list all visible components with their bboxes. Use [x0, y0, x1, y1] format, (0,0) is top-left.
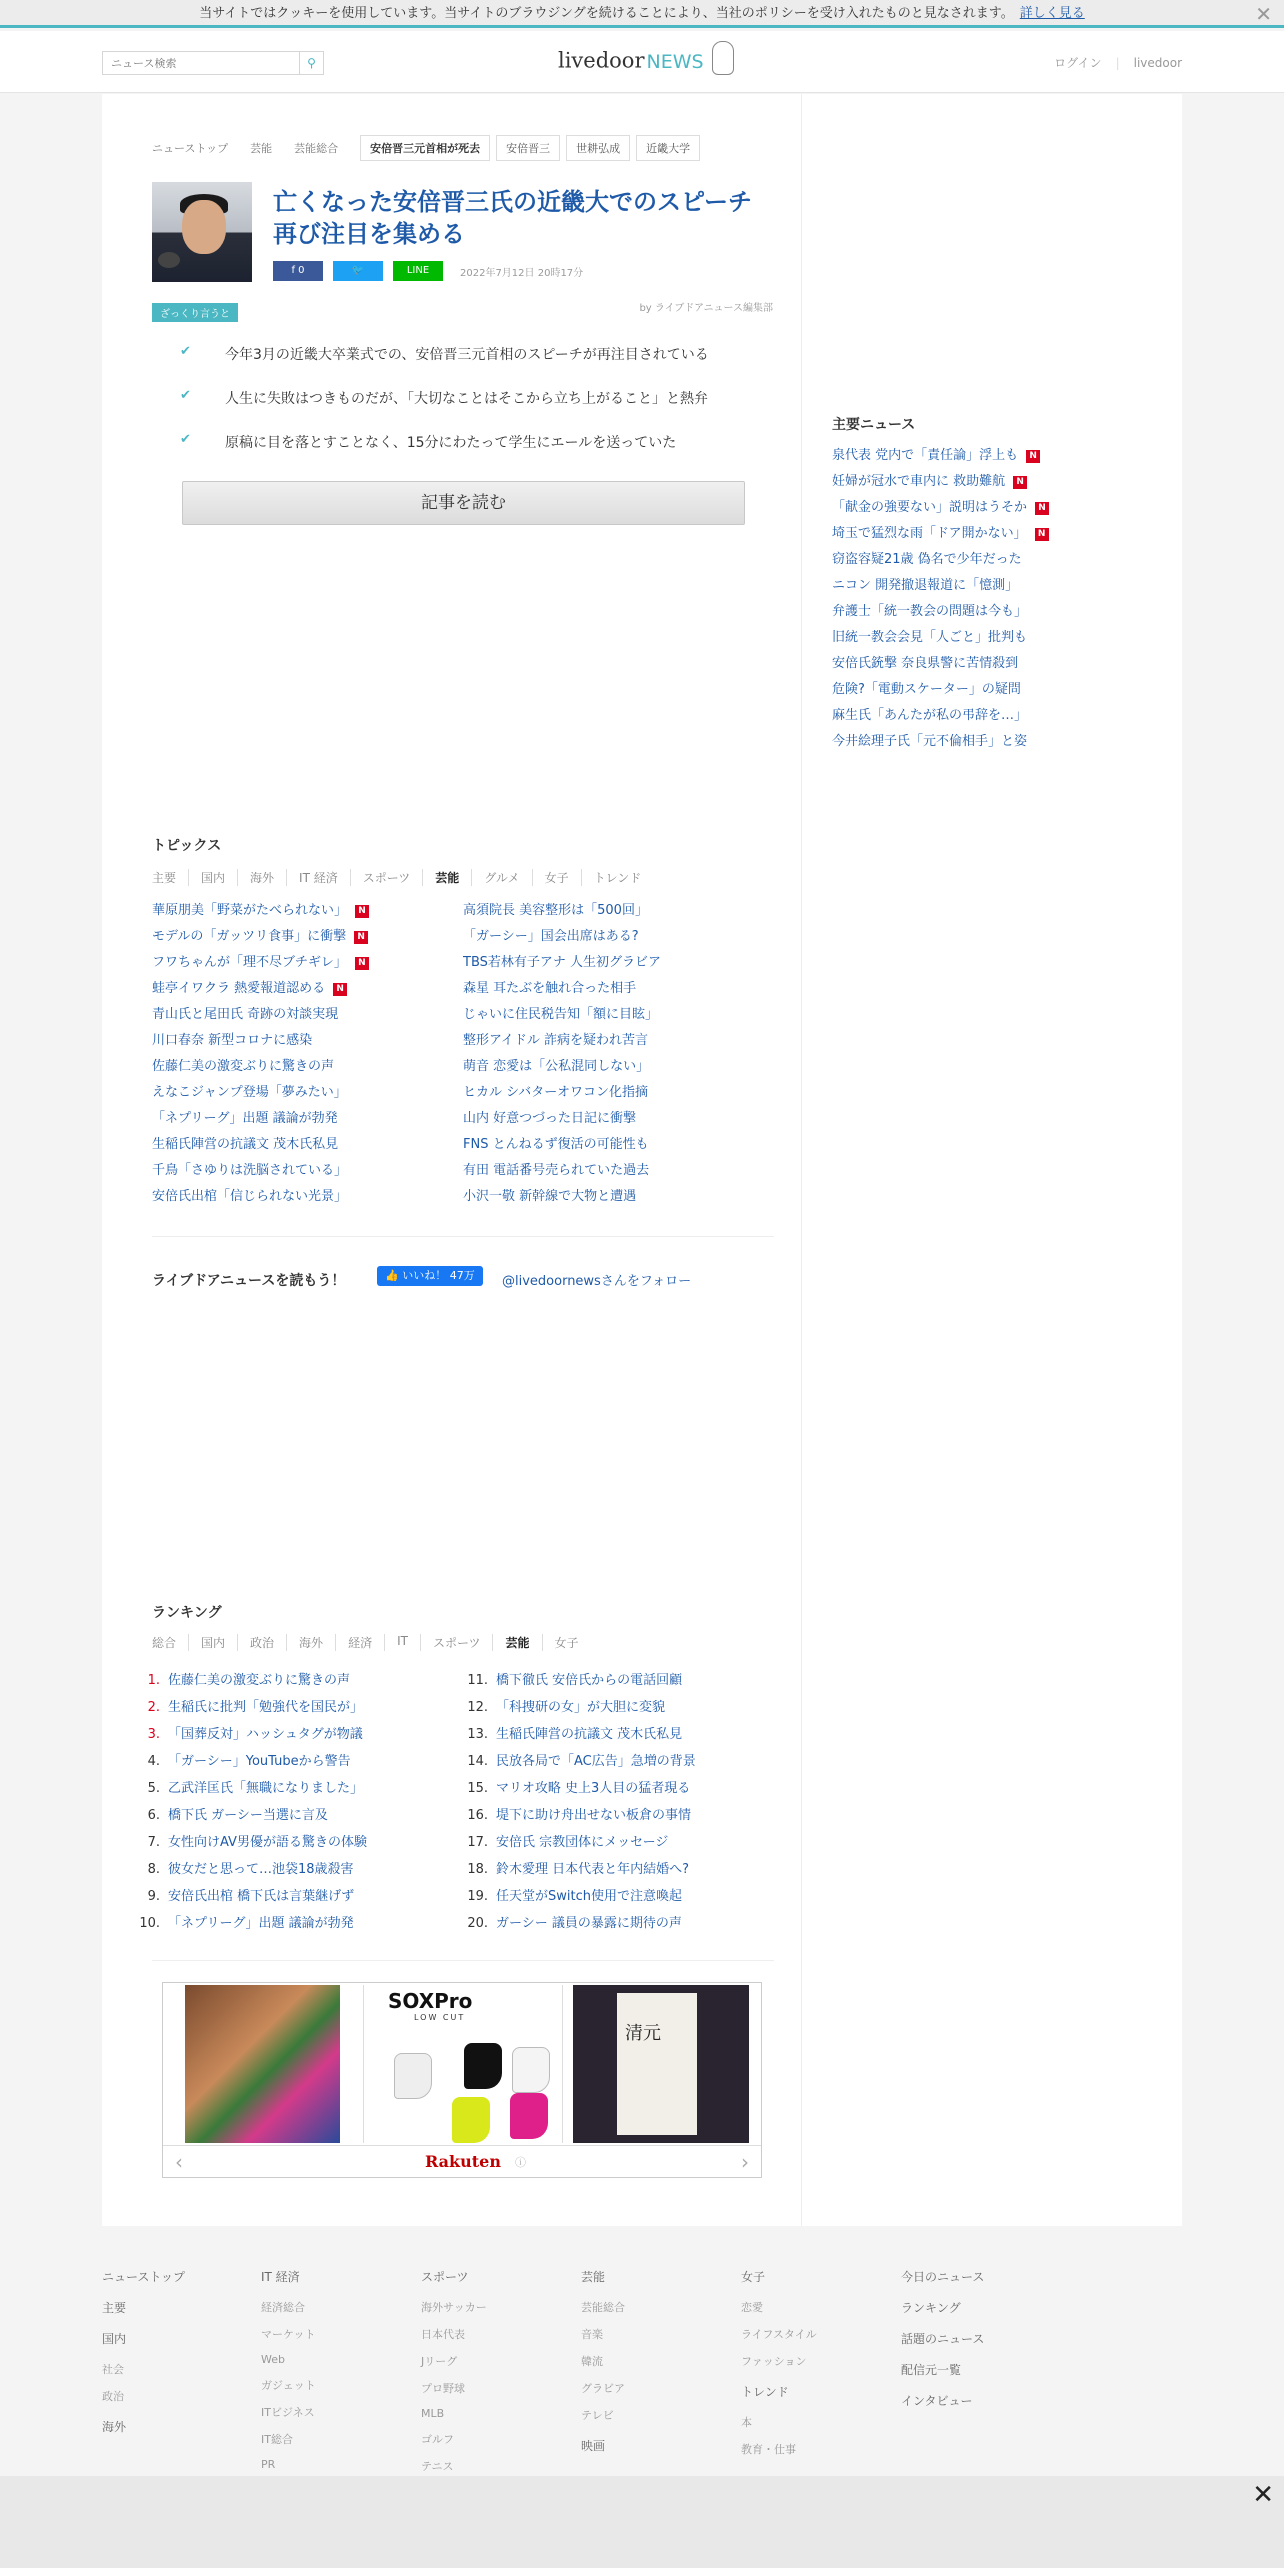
footer-link[interactable]: ファッション — [741, 2355, 807, 2368]
list-item[interactable]: ヒカル シバターオワコン化指摘 — [463, 1085, 648, 1100]
ranking-item[interactable]: 10. 「ネプリーグ」出題 議論が勃発 — [139, 1916, 354, 1931]
sidebar-heading: 主要ニュース — [832, 417, 916, 433]
close-icon[interactable]: ✕ — [1255, 2, 1272, 26]
twitter-share-button[interactable] — [333, 261, 383, 281]
list-item[interactable]: えなこジャンプ登場「夢みたい」 — [152, 1085, 347, 1100]
main-column — [102, 94, 802, 2226]
ranking-item[interactable]: 12. 「科捜研の女」が大胆に変貌 — [467, 1700, 666, 1715]
footer-link[interactable]: IT 経済 — [261, 2270, 300, 2284]
new-badge: N — [355, 957, 369, 970]
article-photo[interactable] — [152, 182, 252, 282]
summary-point: ✔ 原稿に目を落とすことなく、15分にわたって学生にエールを送っていた — [180, 432, 677, 451]
ranking-item[interactable]: 3. 「国葬反対」ハッシュタグが物議 — [147, 1727, 363, 1742]
new-badge: N — [355, 905, 369, 918]
topic-tag[interactable]: 近畿大学 — [636, 135, 700, 161]
footer-link[interactable]: ゴルフ — [421, 2433, 454, 2446]
list-item[interactable]: ニコン 開発撤退報道に「憶測」 — [832, 578, 1019, 593]
facebook-share-button[interactable] — [273, 261, 323, 281]
bottom-overlay-bar — [0, 2476, 1284, 2568]
ranking-item[interactable]: 13. 生稲氏陣営の抗議文 茂木氏私見 — [467, 1727, 683, 1742]
footer-column — [741, 2268, 817, 2468]
tab-entertainment[interactable]: 芸能 — [422, 869, 471, 886]
tab-gourmet[interactable]: グルメ — [471, 869, 531, 886]
tab-women[interactable]: 女子 — [542, 1634, 591, 1651]
ad-product-image[interactable] — [363, 1985, 563, 2143]
topic-tag[interactable]: 世耕弘成 — [566, 135, 630, 161]
summary-badge: ざっくり言うと — [152, 303, 238, 322]
cookie-more-link[interactable]: 詳しく見る — [1019, 6, 1085, 21]
list-item[interactable]: 川口春奈 新型コロナに感染 — [152, 1033, 313, 1048]
footer-link[interactable]: Jリーグ — [421, 2355, 458, 2368]
footer-column — [581, 2268, 625, 2468]
tab-sports[interactable]: スポーツ — [350, 869, 423, 886]
divider — [152, 1236, 774, 1237]
facebook-count: 0 — [298, 265, 305, 276]
ad-product-kanji: 清元 — [625, 2023, 661, 2044]
check-icon: ✔ — [180, 388, 191, 403]
footer-link[interactable]: 芸能総合 — [581, 2301, 625, 2314]
new-badge: N — [1035, 502, 1049, 515]
tab-overall[interactable]: 総合 — [152, 1636, 177, 1650]
footer-link[interactable]: 女子 — [741, 2270, 766, 2284]
header-links: ログイン | livedoor — [1054, 56, 1182, 70]
footer-column — [901, 2268, 984, 2423]
info-icon[interactable]: ⓘ — [515, 2156, 526, 2169]
ranking-item[interactable]: 7. 女性向けAV男優が語る驚きの体験 — [147, 1835, 367, 1850]
tab-trend[interactable]: トレンド — [581, 869, 654, 886]
tab-economy[interactable]: 経済 — [335, 1634, 384, 1651]
search-box — [102, 51, 324, 75]
rakuten-logo[interactable]: Rakuten — [425, 2152, 501, 2171]
summary-points — [180, 344, 780, 476]
login-link[interactable]: ログイン — [1054, 56, 1102, 70]
footer-link[interactable]: テレビ — [581, 2409, 614, 2422]
topics-heading: トピックス — [152, 838, 222, 854]
ad-product-image[interactable] — [573, 1985, 749, 2143]
check-icon: ✔ — [180, 432, 191, 447]
breadcrumb — [152, 135, 706, 161]
twitter-icon: 🐦 — [351, 265, 365, 276]
article-date: 2022年7月12日 20時17分 — [460, 268, 584, 279]
list-item[interactable]: 埼玉で猛烈な雨「ドア開かない」 N — [832, 521, 1049, 547]
footer-link[interactable]: 配信元一覧 — [901, 2363, 962, 2377]
check-icon: ✔ — [180, 344, 191, 359]
ranking-item[interactable]: 6. 橋下氏 ガーシー当選に言及 — [147, 1808, 328, 1823]
footer-link[interactable]: 政治 — [102, 2390, 124, 2403]
list-item[interactable]: 麻生氏「あんたが私の弔辞を…」 — [832, 708, 1028, 723]
tab-domestic[interactable]: 国内 — [188, 869, 237, 886]
breadcrumb-item[interactable]: ニューストップ — [152, 142, 229, 155]
tab-domestic[interactable]: 国内 — [188, 1634, 237, 1651]
footer-link[interactable]: 海外サッカー — [421, 2301, 487, 2314]
ranking-item[interactable]: 1. 佐藤仁美の激変ぶりに驚きの声 — [147, 1673, 351, 1688]
ranking-item[interactable]: 18. 鈴木愛理 日本代表と年内結婚へ? — [467, 1862, 690, 1877]
topics-list-left — [152, 898, 369, 1210]
footer-link[interactable]: ガジェット — [261, 2379, 316, 2392]
tab-it-economy[interactable]: IT 経済 — [286, 869, 350, 886]
footer-link[interactable]: 国内 — [102, 2332, 127, 2346]
list-item[interactable]: 「ネプリーグ」出題 議論が勃発 — [152, 1111, 338, 1126]
list-item[interactable]: 小沢一敬 新幹線で大物と遭遇 — [463, 1189, 637, 1204]
list-item[interactable]: FNS とんねるず復活の可能性も — [463, 1137, 649, 1152]
tab-it[interactable]: IT — [384, 1634, 420, 1651]
sidebar — [802, 94, 1182, 2226]
search-icon[interactable]: ⚲ — [299, 52, 323, 74]
tab-entertainment[interactable]: 芸能 — [492, 1634, 541, 1651]
breadcrumb-item[interactable]: 芸能 — [250, 142, 273, 155]
footer-link[interactable]: トレンド — [741, 2385, 789, 2399]
thumbs-up-icon: 👍 — [385, 1269, 399, 1282]
footer-link[interactable]: 海外 — [102, 2420, 127, 2434]
footer-link[interactable]: 社会 — [102, 2363, 124, 2376]
summary-point: ✔ 今年3月の近畿大卒業式での、安倍晋三元首相のスピーチが再注目されている — [180, 344, 709, 363]
follow-heading: ライブドアニュースを読もう！ — [152, 1273, 346, 1289]
list-item[interactable]: 千鳥「さゆりは洗脳されている」 — [152, 1163, 348, 1178]
divider — [152, 1960, 774, 1961]
ranking-item[interactable]: 8. 彼女だと思って…池袋18歳殺害 — [147, 1862, 354, 1877]
ranking-item[interactable]: 2. 生稲氏に批判「勉強代を国民が」 — [147, 1700, 364, 1715]
tab-politics[interactable]: 政治 — [237, 1634, 286, 1651]
footer-link[interactable]: 映画 — [581, 2439, 606, 2453]
footer-link[interactable]: マーケット — [261, 2328, 316, 2341]
list-item[interactable]: 泉代表 党内で「責任論」浮上も N — [832, 443, 1049, 469]
list-item[interactable]: 妊婦が冠水で車内に 救助難航 N — [832, 469, 1049, 495]
footer-link[interactable]: プロ野球 — [421, 2382, 465, 2395]
ad-brand: SOXPro — [388, 1989, 473, 2013]
list-item[interactable]: 安倍氏銃撃 奈良県警に苦情殺到 — [832, 656, 1019, 671]
cookie-banner — [0, 0, 1284, 28]
list-item[interactable]: 萌音 恋愛は「公私混同しない」 — [463, 1059, 650, 1074]
content-wrapper — [102, 94, 1182, 2226]
search-input[interactable] — [103, 52, 299, 74]
footer-link[interactable]: スポーツ — [421, 2270, 469, 2284]
footer-link[interactable]: ランキング — [901, 2301, 961, 2315]
footer-link[interactable]: ITビジネス — [261, 2406, 315, 2419]
list-item[interactable]: モデルの「ガッツリ食事」に衝撃 N — [152, 924, 369, 950]
ranking-item[interactable]: 16. 堤下に助け舟出せない板倉の事情 — [467, 1808, 692, 1823]
list-item[interactable]: フワちゃんが「理不尽ブチギレ」 N — [152, 950, 369, 976]
footer-column — [421, 2268, 487, 2485]
tab-sports[interactable]: スポーツ — [420, 1634, 493, 1651]
topics-list-right — [463, 898, 661, 1210]
read-more-button[interactable]: 記事を読む — [182, 481, 745, 525]
close-icon[interactable]: ✕ — [1252, 2480, 1274, 2510]
footer-link[interactable]: 音楽 — [581, 2328, 603, 2341]
ranking-item[interactable]: 4. 「ガーシー」YouTubeから警告 — [147, 1754, 351, 1769]
logo-news-text: NEWS — [646, 50, 704, 73]
ad-product-image[interactable] — [185, 1985, 340, 2143]
ranking-heading: ランキング — [152, 1605, 222, 1621]
footer-link[interactable]: グラビア — [581, 2382, 625, 2395]
ranking-item[interactable]: 5. 乙武洋匡氏「無職になりました」 — [147, 1781, 364, 1796]
ranking-tabs — [152, 1634, 591, 1651]
footer-link[interactable]: 主要 — [102, 2301, 127, 2315]
ad-brand-sub: LOW CUT — [414, 2013, 466, 2022]
twitter-follow-link[interactable]: @livedoornewsさんをフォロー — [502, 1274, 692, 1289]
rakuten-ad[interactable] — [162, 1982, 762, 2178]
line-share-button[interactable] — [393, 261, 443, 281]
chevron-right-icon[interactable]: › — [741, 2150, 749, 2174]
list-item[interactable]: 高須院長 美容整形は「500回」 — [463, 903, 648, 918]
list-item[interactable]: 蛙亭イワクラ 熱愛報道認める N — [152, 976, 369, 1002]
list-item[interactable]: TBS若林有子アナ 人生初グラビア — [463, 955, 662, 970]
tab-women[interactable]: 女子 — [532, 869, 581, 886]
logo-text: livedoor — [558, 48, 645, 73]
footer-link[interactable]: 芸能 — [581, 2270, 606, 2284]
article-byline: by ライブドアニュース編集部 — [639, 303, 773, 314]
ad-footer — [163, 2145, 761, 2177]
ranking-item[interactable]: 20. ガーシー 議員の暴露に期待の声 — [467, 1916, 682, 1931]
list-item[interactable]: 弁護士「統一教会の問題は今も」 — [832, 604, 1028, 619]
breadcrumb-item[interactable]: 芸能総合 — [294, 142, 339, 155]
list-item[interactable]: 危険?「電動スケーター」の疑問 — [832, 682, 1021, 697]
list-item[interactable]: 佐藤仁美の激変ぶりに驚きの声 — [152, 1059, 335, 1074]
ranking-list-right — [460, 1667, 696, 1937]
summary-point: ✔ 人生に失敗はつきものだが、「大切なことはそこから立ち上がること」と熱弁 — [180, 388, 708, 407]
new-badge: N — [1026, 450, 1040, 463]
ranking-item[interactable]: 17. 安倍氏 宗教団体にメッセージ — [467, 1835, 669, 1850]
ranking-item[interactable]: 14. 民放各局で「AC広告」急増の背景 — [467, 1754, 696, 1769]
list-item[interactable]: 「ガーシー」国会出席はある? — [463, 929, 639, 944]
footer-link[interactable]: 韓流 — [581, 2355, 603, 2368]
new-badge: N — [333, 983, 347, 996]
list-item[interactable]: 今井絵理子氏「元不倫相手」と姿 — [832, 734, 1028, 749]
list-item[interactable]: 窃盗容疑21歳 偽名で少年だった — [832, 552, 1022, 567]
cookie-text: 当サイトではクッキーを使用しています。当サイトのブラウジングを続けることにより、当社のポリシーを受け入れたものと見なされます。 — [199, 6, 1014, 21]
sidebar-news-list — [832, 443, 1049, 755]
topic-tag[interactable]: 安倍晋三元首相が死去 — [360, 135, 490, 161]
footer-link[interactable]: ライフスタイル — [741, 2328, 817, 2341]
chevron-left-icon[interactable]: ‹ — [175, 2150, 183, 2174]
footer-link[interactable]: ニューストップ — [102, 2270, 186, 2284]
list-item[interactable]: 山内 好意つづった日記に衝撃 — [463, 1111, 637, 1126]
article-title[interactable]: 亡くなった安倍晋三氏の近畿大でのスピーチ 再び注目を集める — [273, 188, 753, 248]
footer-column — [261, 2268, 316, 2482]
livedoor-link[interactable]: livedoor — [1133, 56, 1182, 70]
share-buttons — [273, 261, 453, 281]
list-item[interactable]: 有田 電話番号売られていた過去 — [463, 1163, 650, 1178]
footer-link[interactable]: 教育・仕事 — [741, 2443, 796, 2456]
footer-link[interactable]: テニス — [421, 2460, 454, 2473]
new-badge: N — [1013, 476, 1027, 489]
footer-link[interactable]: Web — [261, 2353, 285, 2366]
footer-link[interactable]: 日本代表 — [421, 2328, 465, 2341]
footer-link[interactable]: PR — [261, 2458, 276, 2471]
mascot-icon — [712, 41, 734, 75]
footer-link[interactable]: 経済総合 — [261, 2301, 305, 2314]
list-item[interactable]: 華原朋美「野菜がたべられない」 N — [152, 898, 369, 924]
footer-link[interactable]: 本 — [741, 2416, 752, 2429]
facebook-icon: f — [291, 265, 295, 276]
ranking-item[interactable]: 19. 任天堂がSwitch使用で注意喚起 — [467, 1889, 682, 1904]
line-icon: LINE — [406, 265, 430, 276]
tab-overseas[interactable]: 海外 — [237, 869, 286, 886]
tab-main[interactable]: 主要 — [152, 871, 177, 885]
site-footer — [0, 2226, 1284, 2476]
tab-overseas[interactable]: 海外 — [286, 1634, 335, 1651]
new-badge: N — [1035, 528, 1049, 541]
footer-link[interactable]: 話題のニュース — [901, 2332, 985, 2346]
facebook-like-button[interactable]: 👍 いいね！ 47万 — [377, 1266, 483, 1286]
list-item[interactable]: 安倍氏出棺「信じられない光景」 — [152, 1189, 348, 1204]
ranking-list-left — [132, 1667, 367, 1937]
site-logo[interactable] — [558, 45, 734, 79]
footer-link[interactable]: 恋愛 — [741, 2301, 763, 2314]
topic-tag[interactable]: 安倍晋三 — [496, 135, 560, 161]
site-header — [0, 31, 1284, 93]
ranking-item[interactable]: 11. 橋下徹氏 安倍氏からの電話回顧 — [467, 1673, 683, 1688]
footer-link[interactable]: 今日のニュース — [901, 2270, 985, 2284]
list-item[interactable]: 生稲氏陣営の抗議文 茂木氏私見 — [152, 1137, 339, 1152]
topics-tabs — [152, 869, 653, 886]
ranking-item[interactable]: 15. マリオ攻略 史上3人目の猛者現る — [467, 1781, 691, 1796]
list-item[interactable]: 青山氏と尾田氏 奇跡の対談実現 — [152, 1007, 339, 1022]
list-item[interactable]: 森星 耳たぶを触れ合った相手 — [463, 981, 637, 996]
footer-link[interactable]: インタビュー — [901, 2394, 973, 2408]
list-item[interactable]: 「献金の強要ない」説明はうそか N — [832, 495, 1049, 521]
list-item[interactable]: 旧統一教会会見「人ごと」批判も — [832, 630, 1028, 645]
footer-link[interactable]: MLB — [421, 2407, 445, 2420]
ranking-item[interactable]: 9. 安倍氏出棺 橋下氏は言葉継げず — [147, 1889, 355, 1904]
list-item[interactable]: 整形アイドル 詐病を疑われ苦言 — [463, 1033, 648, 1048]
footer-column — [102, 2268, 185, 2449]
new-badge: N — [354, 931, 368, 944]
footer-link[interactable]: IT総合 — [261, 2433, 293, 2446]
list-item[interactable]: じゃいに住民税告知「額に目眩」 — [463, 1007, 659, 1022]
